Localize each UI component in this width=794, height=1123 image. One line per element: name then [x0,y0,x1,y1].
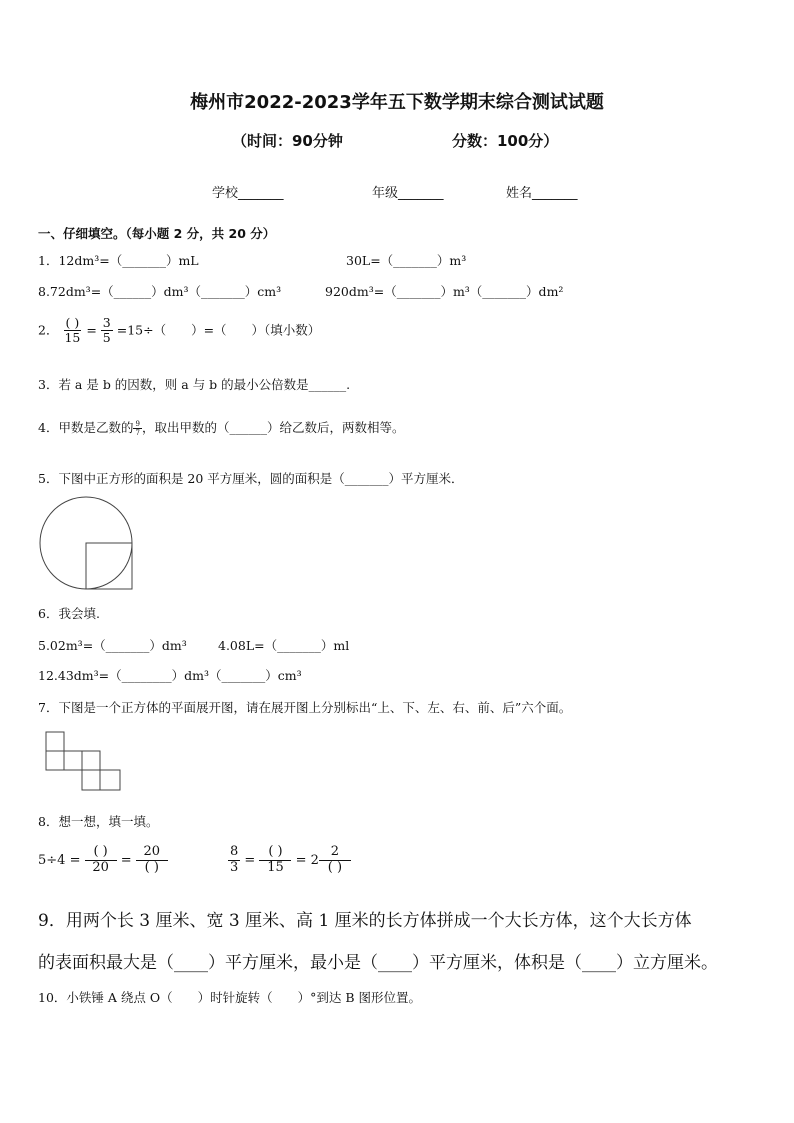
q2-f2-denominator: 5 [102,330,111,346]
question-6a: 5.02m³=（_______）dm³ [38,638,187,653]
q8b-equals-1: = [244,852,256,868]
question-2 [38,316,320,346]
q8b-f0-numerator: 8 [230,844,239,859]
name-field: 姓名_______ [506,186,578,201]
question-5: 5．下图中正方形的面积是 20 平方厘米，圆的面积是（_______）平方厘米． [38,471,464,486]
q8a-fraction-1 [85,845,117,876]
q8a-equals: = [120,852,132,868]
question-10: 10．小铁锤 A 绕点 O（ ）时针旋转（ ）°到达 B 图形位置。 [38,990,421,1005]
school-field: 学校_______ [212,186,284,201]
question-6: 6．我会填. [38,606,100,621]
q4-suffix: ，取出甲数的（______）给乙数后，两数相等。 [141,420,405,435]
q2-equals: = [86,322,97,338]
question-6c: 12.43dm³=（________）dm³（_______）cm³ [38,668,302,683]
q8a-f2-numerator: 20 [136,845,168,861]
cube-net-figure [40,730,130,796]
q8a-f1-numerator: ( ) [85,845,117,861]
square-shape [86,543,132,589]
question-9-line-1: 9．用两个长 3 厘米、宽 3 厘米、高 1 厘米的长方体拼成一个大长方体，这个大长方体 [38,911,692,931]
q8b-f2-numerator: 2 [319,845,351,861]
grade-field: 年级_______ [372,186,444,201]
net-face-5 [82,770,100,790]
question-8a [38,845,168,876]
q8b-f1-denominator: 15 [267,859,284,875]
q4-numerator: 9 [135,419,140,428]
question-1a: 1．12dm³=（_______）mL [38,253,199,268]
net-face-1 [46,732,64,751]
q8a-prefix: 5÷4 = [38,852,81,868]
q8b-f2-denominator: ( ) [327,859,343,875]
net-face-4 [82,751,100,770]
section-heading: 一、仔细填空。（每小题 2 分，共 20 分） [38,226,276,241]
net-face-2 [46,751,64,770]
q8b-f0-denominator: 3 [230,859,239,875]
question-8b [228,845,351,876]
q2-prefix: 2． [38,322,59,338]
q8b-f1-numerator: ( ) [259,845,291,861]
q8b-fraction-1 [259,845,291,876]
page-title: 梅州市2022-2023学年五下数学期末综合测试试题 [190,92,604,113]
question-1b: 30L=（_______）m³ [346,253,467,268]
q8b-fraction-0 [228,845,240,876]
q8a-f1-denominator: 20 [92,859,109,875]
q2-fraction-1 [62,316,82,346]
question-7: 7．下图是一个正方体的平面展开图，请在展开图上分别标出“上、下、左、右、前、后”六个面。 [38,700,572,715]
exam-score: 分数：100分） [452,132,559,150]
net-face-6 [100,770,120,790]
q4-fraction [133,420,141,437]
exam-time: （时间：90分钟 [232,132,343,150]
question-9-line-2: 的表面积最大是（____）平方厘米，最小是（____）平方厘米，体积是（____）立方厘米。 [38,953,718,973]
question-1d: 920dm³=（_______）m³（_______）dm² [325,284,564,299]
question-6b: 4.08L=（_______）ml [218,638,350,653]
q8a-f2-denominator: ( ) [144,859,159,875]
net-face-3 [64,751,82,770]
q2-f1-numerator: ( ) [65,315,80,330]
question-1c: 8.72dm³=（______）dm³（_______）cm³ [38,284,282,299]
q4-prefix: 4．甲数是乙数的 [38,420,134,435]
question-8: 8．想一想，填一填。 [38,814,159,829]
q8a-fraction-2 [136,845,168,876]
q2-rest: =15÷（ ）=（ ）（填小数） [116,322,321,338]
q2-fraction-2 [101,316,113,346]
q2-f1-denominator: 15 [64,330,81,346]
question-4 [38,418,404,437]
circle-square-figure [38,496,138,592]
q2-f2-numerator: 3 [102,315,111,330]
q4-denominator: 7 [135,429,140,437]
q8b-fraction-2 [319,845,351,876]
question-3: 3．若 a 是 b 的因数，则 a 与 b 的最小公倍数是______. [38,377,351,392]
q8b-equals-2: = 2 [295,852,319,868]
